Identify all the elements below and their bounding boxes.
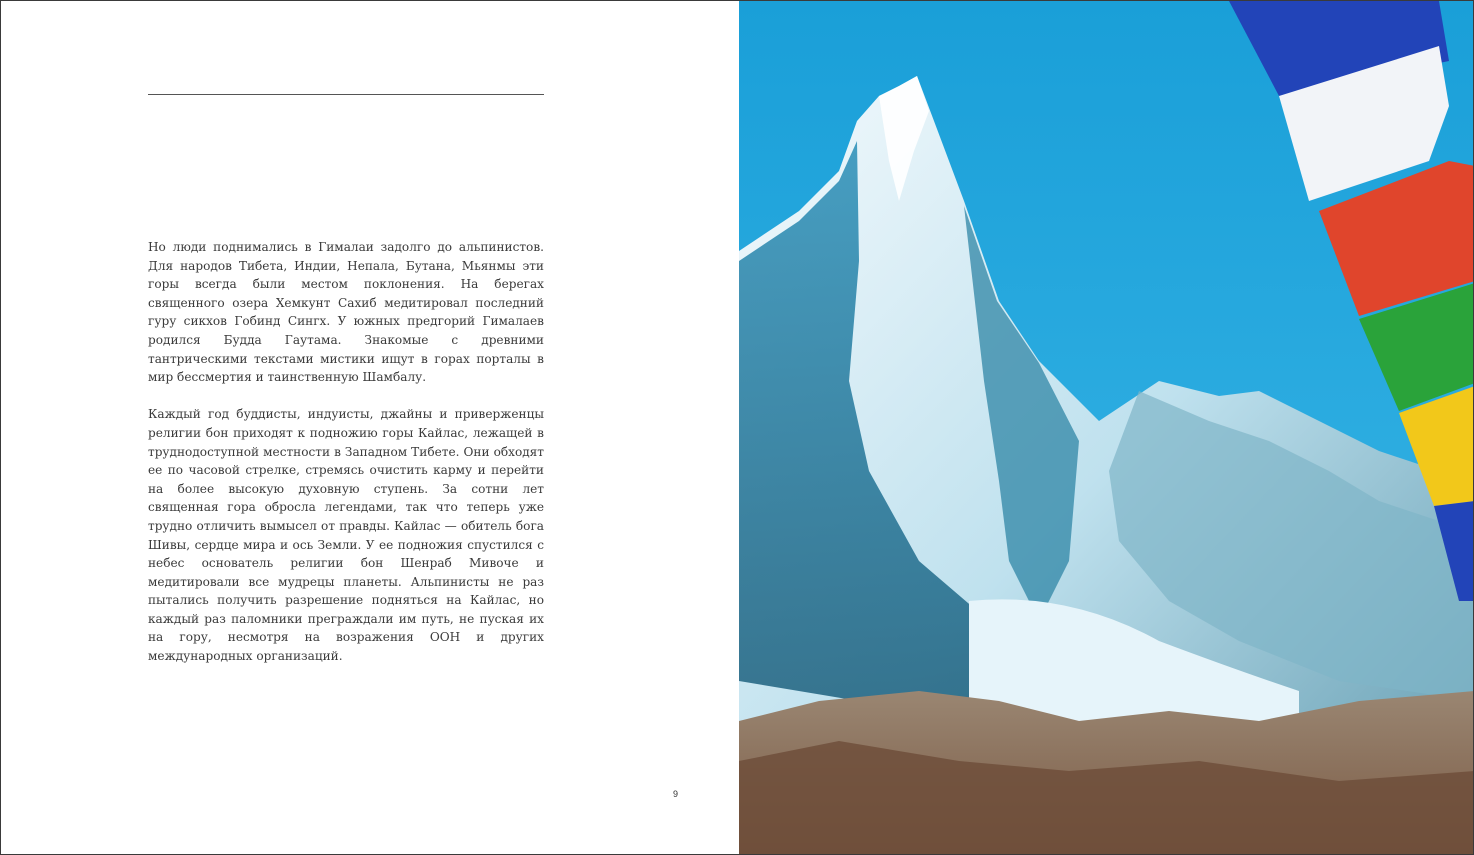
top-rule [148,94,544,95]
paragraph-2: Каждый год буддисты, индуисты, джайны и приверженцы религии бон приходят к подножию горы Кайлас, лежащей в труднодоступной местности в Западном Тибете. Они обходят ее по часовой стрелке, стремясь очистить карму и перейти на более высокую духовную ступень. За сотни лет священная гора обросла легендами, так что теперь уже трудно отличить вымысел от правды. Кайлас — обитель бога Шивы, сердце мира и ось Земли. У ее подножия спустился с небес основатель религии бон Шенраб Мивоче и медитировали все мудрецы планеты. Альпинисты не раз пытались получить разрешение подняться на Кайлас, но каждый раз паломники преграждали им путь, не пуская их на гору, несмотря на возражения ООН и других международных организаций. [148,407,544,664]
left-page [1,1,739,855]
mountain-photo [739,1,1474,855]
page-number: 9 [673,789,679,799]
paragraph-1: Но люди поднимались в Гималаи задолго до альпинистов. Для народов Тибета, Индии, Непала, Бутана, Мьянмы эти горы всегда были местом поклонения. На берегах священного озера Хемкунт Сахиб медитировал последний гуру сикхов Гобинд Сингх. У южных предгорий Гималаев родился Будда Гаутама. Знакомые с древними тантрическими текстами мистики ищут в горах порталы в мир бессмертия и таинственную Шамбалу. [148,240,544,385]
mountain-photo-illustration [739,1,1474,855]
body-text [148,238,544,684]
